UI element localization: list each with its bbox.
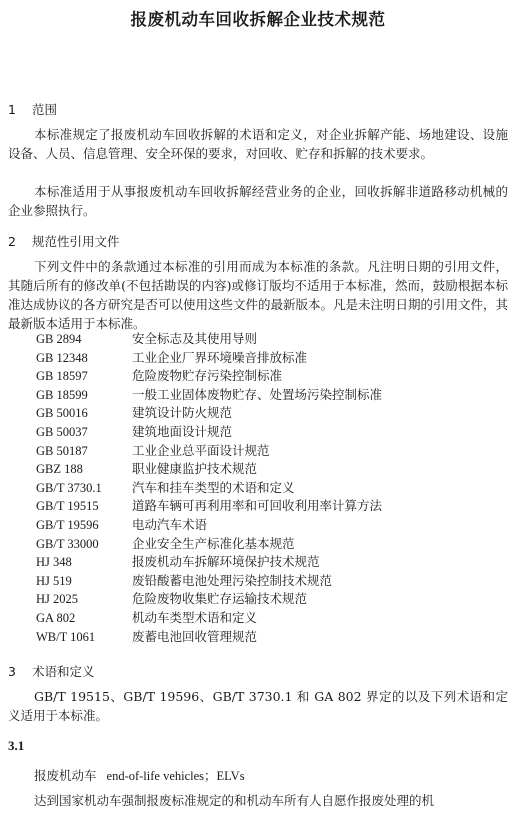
- document-title: 报废机动车回收拆解企业技术规范: [130, 10, 386, 29]
- term-entry: [34, 766, 245, 784]
- reference-row: [36, 497, 506, 516]
- reference-title: 废蓄电池回收管理规范: [132, 628, 258, 644]
- reference-code: WB/T 1061: [36, 629, 96, 644]
- section-2-intro: 下列文件中的条款通过本标准的引用而成为本标准的条款。凡注明日期的引用文件，其随后所有的修改单(不包括勘误的内容)或修订版均不适用于本标准，然而，鼓励根据本标准达成协议的各方研究是否可以使用这些文件的最新版本。凡是未注明日期的引用文件，其最新版本适用于本标准。: [8, 259, 509, 331]
- reference-title: 危险废物收集贮存运输技术规范: [132, 591, 308, 607]
- section-2-heading: [8, 232, 120, 250]
- section-2-title: 规范性引用文件: [32, 234, 120, 249]
- reference-row: [36, 628, 506, 647]
- reference-code: GB 50016: [36, 406, 88, 421]
- reference-title: 工业企业总平面设计规范: [132, 442, 270, 458]
- reference-row: [36, 330, 506, 349]
- clause-3-1-number: 3.1: [8, 738, 25, 753]
- reference-title: 建筑地面设计规范: [132, 423, 233, 439]
- section-1-number: 1: [8, 102, 16, 117]
- reference-row: [36, 460, 506, 479]
- reference-row: [36, 367, 506, 386]
- normative-references-list: [36, 330, 506, 646]
- reference-row: [36, 423, 506, 442]
- reference-row: [36, 386, 506, 405]
- reference-title: 一般工业固体废物贮存、处置场污染控制标准: [132, 386, 383, 402]
- reference-row: [36, 349, 506, 368]
- section-1-paragraph-1: 本标准规定了报废机动车回收拆解的术语和定义，对企业拆解产能、场地建设、设施设备、人员、信息管理、安全环保的要求，对回收、贮存和拆解的技术要求。: [8, 127, 508, 161]
- reference-title: 工业企业厂界环境噪音排放标准: [132, 349, 308, 365]
- reference-title: 安全标志及其使用导则: [132, 331, 258, 346]
- section-3-intro: GB/T 19515、GB/T 19596、GB/T 3730.1 和 GA 802 界定的以及下列术语和定义适用于本标准。: [8, 689, 508, 723]
- reference-code: HJ 2025: [36, 592, 79, 607]
- reference-code: GB 18597: [36, 369, 88, 384]
- reference-code: GB 12348: [36, 350, 88, 365]
- reference-code: GB/T 19515: [36, 499, 99, 514]
- reference-row: [36, 404, 506, 423]
- term-definition: 达到国家机动车强制报废标准规定的和机动车所有人自愿作报废处理的机: [34, 793, 435, 808]
- section-2-number: 2: [8, 234, 16, 249]
- section-3-title: 术语和定义: [32, 664, 95, 679]
- term-english: end-of-life vehicles；ELVs: [106, 769, 245, 783]
- reference-code: GBZ 188: [36, 462, 83, 477]
- section-3-number: 3: [8, 664, 16, 679]
- reference-code: GB 18599: [36, 387, 88, 402]
- reference-code: HJ 348: [36, 555, 72, 570]
- reference-row: [36, 590, 506, 609]
- term-chinese: 报废机动车: [34, 768, 97, 783]
- reference-title: 机动车类型术语和定义: [132, 609, 258, 625]
- reference-title: 电动汽车术语: [132, 516, 208, 532]
- reference-title: 汽车和挂车类型的术语和定义: [132, 479, 295, 495]
- reference-row: [36, 553, 506, 572]
- reference-row: [36, 535, 506, 554]
- section-1-paragraph-2: 本标准适用于从事报废机动车回收拆解经营业务的企业，回收拆解非道路移动机械的企业参照执行。: [8, 184, 508, 218]
- reference-code: HJ 519: [36, 573, 72, 588]
- reference-title: 企业安全生产标准化基本规范: [132, 535, 295, 551]
- reference-title: 危险废物贮存污染控制标准: [132, 368, 283, 384]
- reference-code: GB 50037: [36, 424, 88, 439]
- reference-row: [36, 572, 506, 591]
- reference-code: GB 2894: [36, 332, 82, 346]
- reference-code: GB/T 3730.1: [36, 480, 102, 495]
- reference-code: GB/T 33000: [36, 536, 99, 551]
- reference-row: [36, 609, 506, 628]
- reference-row: [36, 516, 506, 535]
- reference-row: [36, 479, 506, 498]
- reference-title: 职业健康监护技术规范: [132, 461, 258, 477]
- reference-title: 道路车辆可再利用率和可回收利用率计算方法: [132, 498, 383, 514]
- reference-code: GB 50187: [36, 443, 88, 458]
- reference-code: GA 802: [36, 610, 76, 625]
- section-3-heading: [8, 662, 95, 680]
- reference-title: 建筑设计防火规范: [132, 405, 233, 421]
- section-1-title: 范围: [32, 102, 58, 117]
- reference-row: [36, 442, 506, 461]
- reference-title: 报废机动车拆解环境保护技术规范: [132, 554, 320, 570]
- section-1-heading: [8, 100, 57, 118]
- reference-code: GB/T 19596: [36, 517, 99, 532]
- reference-title: 废铅酸蓄电池处理污染控制技术规范: [132, 572, 333, 588]
